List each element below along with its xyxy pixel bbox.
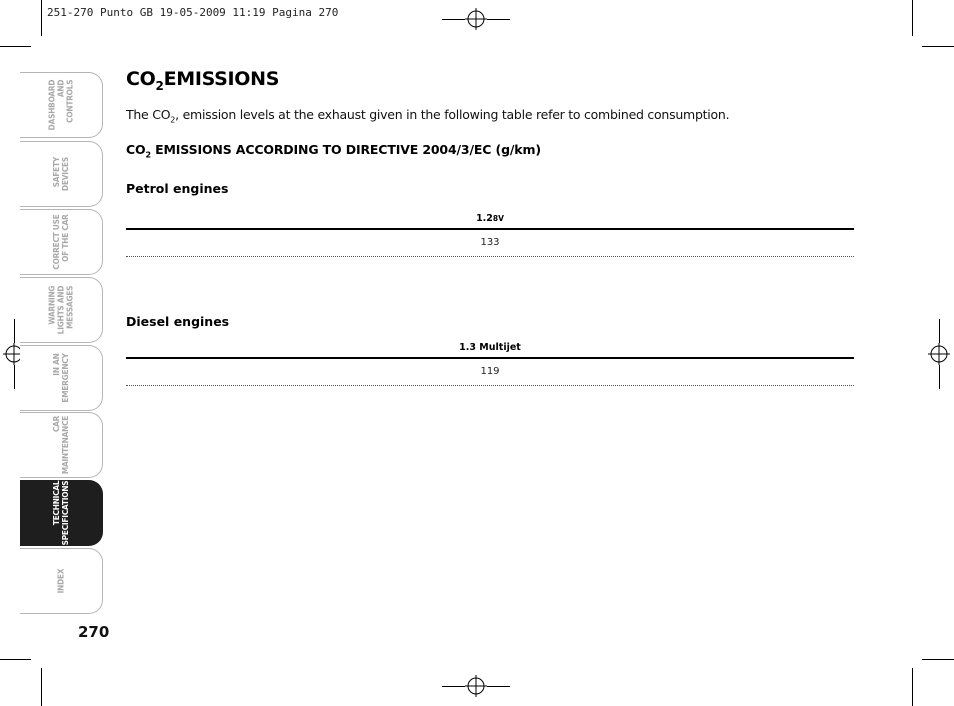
crop-mark (41, 668, 42, 706)
crop-mark (922, 46, 954, 47)
petrol-table (126, 210, 854, 257)
tab-warning-lights-and-messages[interactable] (20, 277, 103, 343)
page-number: 270 (78, 623, 110, 641)
diesel-column-header: 1.3 Multijet (459, 342, 521, 353)
crop-mark (912, 668, 913, 706)
caption-text-rest: EMISSIONS ACCORDING TO DIRECTIVE 2004/3/EC (g/km) (150, 142, 541, 157)
title-text: CO (126, 68, 156, 90)
tab-technical-specifications[interactable] (20, 480, 103, 546)
crop-mark (922, 659, 954, 660)
tab-label: DASHBOARD AND CONTROLS (46, 79, 75, 131)
crop-mark (442, 686, 465, 687)
intro-subscript: 2 (170, 115, 176, 125)
intro-text-rest: , emission levels at the exhaust given in the following table refer to combined consumption. (175, 107, 730, 122)
crop-mark (14, 365, 15, 389)
crop-mark (0, 659, 31, 660)
table-dotted-rule (126, 256, 854, 257)
tab-correct-use-of-the-car[interactable] (20, 209, 103, 275)
table-dotted-rule (126, 385, 854, 386)
page-title (126, 68, 279, 93)
intro-text: The CO (126, 107, 171, 122)
crop-mark (487, 686, 510, 687)
title-text-rest: EMISSIONS (163, 68, 280, 90)
tab-car-maintenance[interactable] (20, 412, 103, 478)
caption-subscript: 2 (145, 150, 151, 160)
crop-mark (14, 319, 15, 343)
print-header-mark: 251-270 Punto GB 19-05-2009 11:19 Pagina 270 (47, 6, 339, 19)
table-caption (126, 142, 541, 160)
tab-safety-devices[interactable] (20, 141, 103, 207)
crop-mark (939, 319, 940, 343)
tab-dashboard-and-controls[interactable] (20, 72, 103, 138)
petrol-heading: Petrol engines (126, 181, 229, 196)
crop-mark (442, 19, 465, 20)
crop-mark (939, 365, 940, 389)
petrol-column-header (126, 210, 854, 228)
column-header-text: 1.2 (476, 213, 493, 224)
column-header-suffix: 8V (492, 214, 504, 223)
crop-mark (487, 19, 510, 20)
title-subscript: 2 (155, 79, 164, 93)
tab-label: IN AN EMERGENCY (51, 353, 70, 403)
caption-text: CO (126, 142, 146, 157)
registration-mark-icon (465, 675, 487, 697)
tab-label: SAFETY DEVICES (51, 157, 70, 191)
tab-index[interactable] (20, 548, 103, 614)
tab-label: CAR MAINTENANCE (51, 415, 70, 475)
crop-mark (0, 46, 31, 47)
tab-label: WARNING LIGHTS AND MESSAGES (46, 285, 75, 335)
tab-label: INDEX (55, 568, 66, 594)
tab-label: TECHNICAL SPECIFICATIONS (51, 480, 70, 546)
tab-label: CORRECT USE OF THE CAR (51, 214, 70, 270)
tab-in-an-emergency[interactable] (20, 345, 103, 411)
registration-mark-icon (928, 343, 950, 365)
diesel-value-cell: 119 (480, 366, 500, 377)
intro-paragraph (126, 107, 729, 125)
petrol-value-cell: 133 (480, 237, 500, 248)
crop-mark (912, 0, 913, 36)
diesel-table (126, 339, 854, 386)
crop-mark (41, 0, 42, 36)
diesel-heading: Diesel engines (126, 314, 230, 329)
registration-mark-icon (465, 8, 487, 30)
